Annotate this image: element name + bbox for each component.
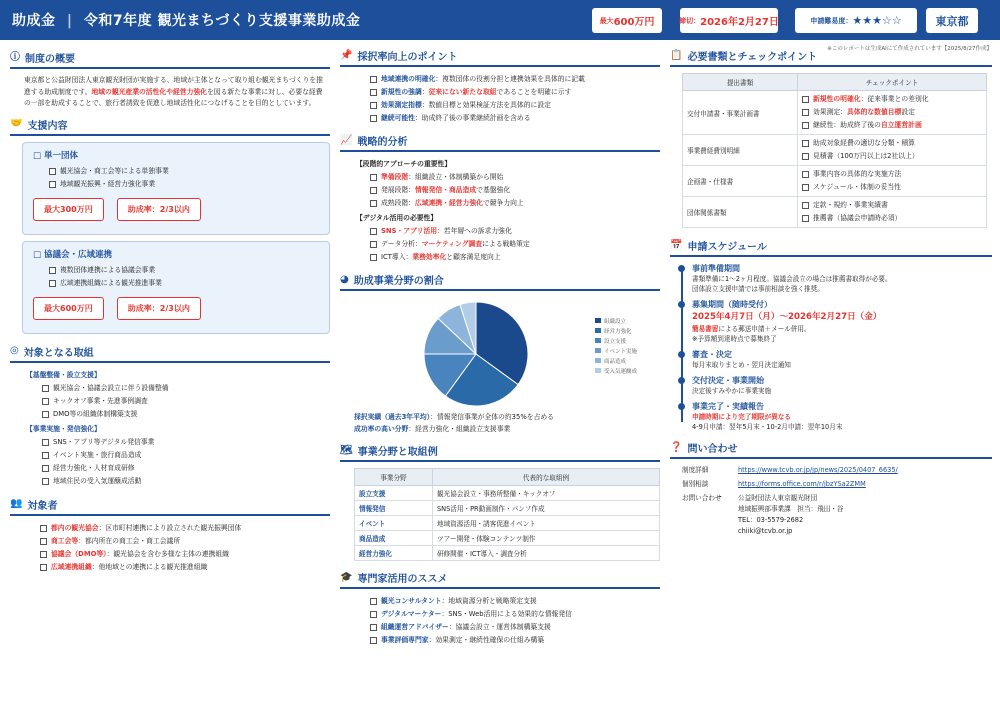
support-heading: 🤝 支援内容 bbox=[10, 117, 330, 136]
checkbox-icon bbox=[370, 611, 377, 618]
checkbox-icon bbox=[42, 398, 49, 405]
list-item: イベント実施・旅行商品造成 bbox=[26, 449, 330, 462]
legend-label: 組織設立 bbox=[604, 319, 627, 325]
list-item: 成熟段階：広域連携・経営力強化で競争力向上 bbox=[356, 197, 660, 210]
list-item: DMO等の組織体制構築支援 bbox=[26, 408, 330, 421]
multi-rate-pill: 助成率：2/3以内 bbox=[117, 297, 201, 320]
header-title-wrap bbox=[0, 10, 360, 30]
list-item: 推薦書（協議会申請時必須） bbox=[802, 212, 982, 225]
points-list bbox=[340, 73, 660, 125]
list-item: 協議会（DMO等）：観光協会を含む多様な主体の連携組織 bbox=[40, 548, 330, 561]
difficulty-stars: ★★★☆☆ bbox=[852, 14, 902, 27]
checkbox-icon bbox=[370, 200, 377, 207]
table-row: イベント 地域資源活用・誘客促進イベント bbox=[355, 516, 660, 531]
eligible-list bbox=[10, 522, 330, 574]
list-item: 複数団体連携による協議会事業 bbox=[33, 264, 319, 277]
contact-tel: TEL：03-5579-2682 bbox=[738, 516, 804, 524]
timeline-dot-icon bbox=[678, 377, 685, 384]
list-item: 準備段階：組織設立・体制構築から開始 bbox=[356, 171, 660, 184]
pie-chart bbox=[340, 297, 660, 411]
clipboard-icon: 📋 bbox=[670, 49, 683, 61]
contact-block bbox=[670, 465, 992, 537]
schedule-step: 事前準備期間 書類準備に1〜2ヶ月程度。協議会設立の場合は推薦書取得が必要。 団体設立支援申請では事前相談を強く推奨。 bbox=[692, 263, 992, 294]
checkbox-icon bbox=[42, 452, 49, 459]
checkbox-icon bbox=[370, 115, 377, 122]
checkbox-icon bbox=[370, 174, 377, 181]
max-label: 最大 bbox=[599, 16, 614, 25]
list-item: 広域連携組織による観光推進事業 bbox=[33, 277, 319, 290]
single-group-pills bbox=[33, 197, 319, 221]
table-header-row bbox=[683, 74, 987, 91]
checkbox-icon bbox=[42, 439, 49, 446]
list-item: 地域連携の明確化：複数団体の役割分担と連携効果を具体的に記載 bbox=[370, 73, 660, 86]
list-item: SNS・アプリ活用：若年層への訴求力強化 bbox=[356, 225, 660, 238]
checkbox-icon bbox=[42, 385, 49, 392]
checkbox-icon bbox=[802, 171, 809, 178]
checkbox-icon bbox=[370, 228, 377, 235]
checkbox-icon bbox=[802, 215, 809, 222]
contact-dept: 地域振興部事業課 担当：飛田・谷 bbox=[738, 505, 844, 513]
checkbox-icon bbox=[802, 140, 809, 147]
timeline-dot-icon bbox=[678, 265, 685, 272]
page-title: 令和7年度 観光まちづくり支援事業助成金 bbox=[83, 13, 361, 29]
strategy-list bbox=[340, 158, 660, 264]
checkbox-icon bbox=[802, 96, 809, 103]
checkbox-icon bbox=[370, 598, 377, 605]
single-max-pill: 最大300万円 bbox=[33, 198, 104, 221]
checkbox-icon bbox=[42, 478, 49, 485]
legend-swatch bbox=[595, 318, 601, 323]
list-item: 定款・規約・事業実績書 bbox=[802, 199, 982, 212]
table-row: 経営力強化 研修開催・ICT導入・調査分析 bbox=[355, 546, 660, 561]
table-row: 企画書・仕様書 事業内容の具体的な実施方法 スケジュール・体制の妥当性 bbox=[683, 166, 987, 197]
generated-note: ※このレポートは生成AIにて作成されています【2025/8/27作成】 bbox=[827, 46, 992, 52]
table-row: 交付申請書・事業計画書 新規性の明確化：従来事業との差別化 効果測定：具体的な数値目標設定 継続性：助成終了後の自立運営計画 bbox=[683, 91, 987, 135]
legend-swatch bbox=[595, 328, 601, 333]
consult-link[interactable]: https://forms.office.com/r/jbzYSa2ZMM bbox=[738, 480, 866, 488]
timeline-dot-icon bbox=[678, 403, 685, 410]
left-column bbox=[10, 40, 330, 574]
checkbox-icon bbox=[802, 202, 809, 209]
table-row: 団体関係書類 定款・規約・事業実績書 推薦書（協議会申請時必須） bbox=[683, 197, 987, 228]
legend-swatch bbox=[595, 348, 601, 353]
list-item: SNS・アプリ等デジタル発信事業 bbox=[26, 436, 330, 449]
strategy-group-2: 【デジタル活用の必要性】 bbox=[356, 214, 438, 222]
list-item: スケジュール・体制の妥当性 bbox=[802, 181, 982, 194]
experts-list bbox=[340, 595, 660, 647]
fields-table bbox=[354, 468, 660, 561]
contact-org: 公益財団法人東京観光財団 bbox=[738, 494, 818, 502]
list-item: キックオフ事業・先進事例調査 bbox=[26, 395, 330, 408]
checkbox-icon bbox=[370, 254, 377, 261]
target-icon: ◎ bbox=[10, 345, 19, 356]
docs-heading-wrap bbox=[670, 48, 992, 67]
list-item: 見積書（100万円以上は2社以上） bbox=[802, 150, 982, 163]
checkbox-icon bbox=[49, 181, 56, 188]
list-item: 経営力強化・人材育成研修 bbox=[26, 462, 330, 475]
schedule-timeline bbox=[670, 263, 992, 432]
list-item: 地域観光振興・経営力強化事業 bbox=[33, 178, 319, 191]
schedule-step: 交付決定・事業開始 決定後すみやかに事業実施 bbox=[692, 375, 992, 396]
eligible-heading: 👥 対象者 bbox=[10, 497, 330, 516]
timeline-dot-icon bbox=[678, 301, 685, 308]
pie-heading: ◕ 助成事業分野の割合 bbox=[340, 272, 660, 291]
schedule-heading: 📅 申請スケジュール bbox=[670, 238, 992, 257]
pie-notes bbox=[340, 411, 660, 435]
multi-group-card bbox=[22, 241, 330, 334]
targets-heading: ◎ 対象となる取組 bbox=[10, 344, 330, 363]
checkbox-icon bbox=[802, 153, 809, 160]
checkbox-icon bbox=[42, 465, 49, 472]
max-amount: 600万円 bbox=[613, 17, 655, 28]
multi-group-pills bbox=[33, 296, 319, 320]
calendar-icon: 📅 bbox=[670, 239, 683, 251]
middle-column bbox=[340, 40, 660, 647]
docs-heading: 📋 必要書類とチェックポイント bbox=[670, 48, 992, 67]
users-icon: 👥 bbox=[10, 498, 23, 509]
pie-note-2: 成功率の高い分野：経営力強化・組織設立支援事業 bbox=[354, 425, 511, 433]
table-row: 商品造成 ツアー開発・体験コンテンツ制作 bbox=[355, 531, 660, 546]
question-icon: ❓ bbox=[670, 441, 683, 453]
legend-label: 受入気運醸成 bbox=[604, 369, 638, 375]
list-item: 観光協会・商工会等による単独事業 bbox=[33, 165, 319, 178]
list-item: 事業内容の具体的な実施方法 bbox=[802, 168, 982, 181]
multi-max-pill: 最大600万円 bbox=[33, 297, 104, 320]
header-divider: | bbox=[66, 13, 73, 29]
pie-area bbox=[340, 297, 660, 411]
overview-heading: ⓘ 制度の概要 bbox=[10, 50, 330, 69]
strategy-group-1: 【段階的アプローチの重要性】 bbox=[356, 160, 452, 168]
checkbox-icon bbox=[370, 637, 377, 644]
legend-swatch bbox=[595, 368, 601, 373]
list-item: 効果測定：具体的な数値目標設定 bbox=[802, 106, 982, 119]
info-icon: ⓘ bbox=[10, 51, 20, 63]
table-header-row bbox=[355, 469, 660, 486]
list-item: 観光協会・協議会設立に伴う設備整備 bbox=[26, 382, 330, 395]
checkbox-icon bbox=[802, 184, 809, 191]
list-item: 継続可能性：助成終了後の事業継続計画を含める bbox=[370, 112, 660, 125]
legend-label: 経営力強化 bbox=[604, 329, 632, 335]
checkbox-icon bbox=[49, 168, 56, 175]
table-row: 設立支援 観光協会設立・事務所整備・キックオフ bbox=[355, 486, 660, 501]
checkbox-icon bbox=[370, 241, 377, 248]
checkbox-icon bbox=[370, 89, 377, 96]
list-item: デジタルマーケター：SNS・Web活用による効果的な情報発信 bbox=[370, 608, 660, 621]
table-row: 情報発信 SNS活用・PR動画制作・パンフ作成 bbox=[355, 501, 660, 516]
points-heading: 📌 採択率向上のポイント bbox=[340, 48, 660, 67]
deadline-date: 2026年2月27日 bbox=[700, 17, 779, 28]
legend-label: 設立支援 bbox=[604, 339, 627, 345]
targets-group-2: 【事業実施・発信強化】 bbox=[26, 424, 101, 433]
legend-swatch bbox=[595, 338, 601, 343]
single-group-card bbox=[22, 142, 330, 235]
experts-heading: 🎓 専門家活用のススメ bbox=[340, 570, 660, 589]
difficulty-label: 申請難易度： bbox=[810, 16, 853, 25]
contact-label: お問い合わせ bbox=[682, 494, 722, 502]
timeline-line bbox=[681, 267, 683, 422]
contact-email: chiiki@tcvb.or.jp bbox=[738, 527, 793, 535]
list-item: 助成対象経費の適切な分類・積算 bbox=[802, 137, 982, 150]
list-item: 新規性の強調：従来にない新たな取組であることを明確に示す bbox=[370, 86, 660, 99]
table-header-cell: 提出書類 bbox=[683, 74, 798, 91]
contact-consult-label: 個別相談 bbox=[682, 480, 709, 488]
schedule-step: 募集期間（随時受付） 2025年4月7日（月）〜2026年2月27日（金） 簡易書留による郵送申請＋メール併用。 ※予算額到達時点で募集終了 bbox=[692, 299, 992, 344]
strategy-heading: 📈 戦略的分析 bbox=[340, 133, 660, 152]
header-category: 助成金 bbox=[12, 13, 56, 29]
list-item: 組織運営アドバイザー：協議会設立・運営体制構築支援 bbox=[370, 621, 660, 634]
contact-details bbox=[738, 493, 844, 537]
checkbox-icon bbox=[40, 564, 47, 571]
list-item: 発展段階：情報発信・商品造成で基盤強化 bbox=[356, 184, 660, 197]
max-amount-badge bbox=[592, 8, 662, 33]
right-column bbox=[670, 40, 992, 537]
legend-label: 商品造成 bbox=[604, 359, 627, 365]
docs-table bbox=[682, 73, 987, 228]
multi-group-title: □ 協議会・広域連携 bbox=[33, 249, 113, 260]
list-item: 効果測定指標：数値目標と効果検証方法を具体的に設定 bbox=[370, 99, 660, 112]
overview-text: 東京都と公益財団法人東京観光財団が実施する、地域が主体となって取り組む観光まちづくりを推進する助成制度です。地域の観光産業の活性化や経営力強化を図る新たな事業に対し、必要な経費の一部を助成することで、旅行者誘致を促進し地域活性化につなげることを目的としています。 bbox=[24, 76, 323, 107]
checkbox-icon bbox=[802, 109, 809, 116]
pie-chart-icon: ◕ bbox=[340, 273, 349, 285]
list-item: 継続性：助成終了後の自立運営計画 bbox=[802, 119, 982, 132]
schedule-step: 事業完了・実績報告 申請時期により完了期限が異なる 4-9月申請：翌年5月末・10-2月申請：翌年10月末 bbox=[692, 401, 992, 432]
list-item: 事業評価専門家：効果測定・継続性確保の仕組み構築 bbox=[370, 634, 660, 647]
timeline-dot-icon bbox=[678, 351, 685, 358]
checkbox-icon bbox=[802, 122, 809, 129]
schedule-step: 審査・決定 毎月末取りまとめ・翌月決定通知 bbox=[692, 349, 992, 370]
table-header-cell: 事業分野 bbox=[355, 469, 433, 486]
targets-group-1: 【基盤整備・設立支援】 bbox=[26, 370, 101, 379]
checkbox-icon bbox=[49, 267, 56, 274]
difficulty-badge bbox=[795, 8, 917, 33]
checkbox-icon bbox=[49, 280, 56, 287]
contact-heading: ❓ 問い合わせ bbox=[670, 440, 992, 459]
contact-detail-label: 制度詳細 bbox=[682, 466, 709, 474]
legend-label: イベント実施 bbox=[604, 349, 638, 355]
pie-note-1: 採択実績（過去3年平均）：情報発信事業が全体の約35%を占める bbox=[354, 413, 554, 421]
list-item: 観光コンサルタント：地域資源分析と戦略策定支援 bbox=[370, 595, 660, 608]
checkbox-icon bbox=[40, 525, 47, 532]
table-row: 事業費経費別明細 助成対象経費の適切な分類・積算 見積書（100万円以上は2社以上） bbox=[683, 135, 987, 166]
checkbox-icon bbox=[370, 102, 377, 109]
graduation-cap-icon: 🎓 bbox=[340, 571, 353, 583]
list-item: 都内の観光協会：区市町村連携により設立された観光振興団体 bbox=[40, 522, 330, 535]
list-item: データ分析：マーケティング調査による戦略策定 bbox=[356, 238, 660, 251]
checkbox-icon bbox=[42, 411, 49, 418]
single-rate-pill: 助成率：2/3以内 bbox=[117, 198, 201, 221]
checkbox-icon bbox=[40, 551, 47, 558]
checkbox-icon bbox=[370, 624, 377, 631]
deadline-badge bbox=[680, 8, 778, 33]
list-item: ICT導入：業務効率化と顧客満足度向上 bbox=[356, 251, 660, 264]
detail-link[interactable]: https://www.tcvb.or.jp/jp/news/2025/0407_6635/ bbox=[738, 466, 898, 474]
handshake-icon: 🤝 bbox=[10, 118, 23, 129]
deadline-label: 締切： bbox=[679, 16, 701, 25]
fields-heading: 🗺 事業分野と取組例 bbox=[340, 443, 660, 462]
header-bar bbox=[0, 0, 1000, 40]
chart-line-icon: 📈 bbox=[340, 134, 353, 146]
map-icon: 🗺 bbox=[340, 444, 353, 456]
list-item: 広域連携組織：他地域との連携による観光推進組織 bbox=[40, 561, 330, 574]
table-header-cell: チェックポイント bbox=[798, 74, 987, 91]
table-header-cell: 代表的な取組例 bbox=[433, 469, 660, 486]
checkbox-icon bbox=[370, 187, 377, 194]
pin-icon: 📌 bbox=[340, 49, 353, 61]
targets-list bbox=[10, 369, 330, 488]
checkbox-icon bbox=[370, 76, 377, 83]
list-item: 地域住民の受入気運醸成活動 bbox=[26, 475, 330, 488]
single-group-title: □ 単一団体 bbox=[33, 150, 79, 161]
list-item: 商工会等：都内所在の商工会・商工会議所 bbox=[40, 535, 330, 548]
region-badge: 東京都 bbox=[926, 8, 978, 33]
legend-swatch bbox=[595, 358, 601, 363]
list-item: 新規性の明確化：従来事業との差別化 bbox=[802, 93, 982, 106]
checkbox-icon bbox=[40, 538, 47, 545]
